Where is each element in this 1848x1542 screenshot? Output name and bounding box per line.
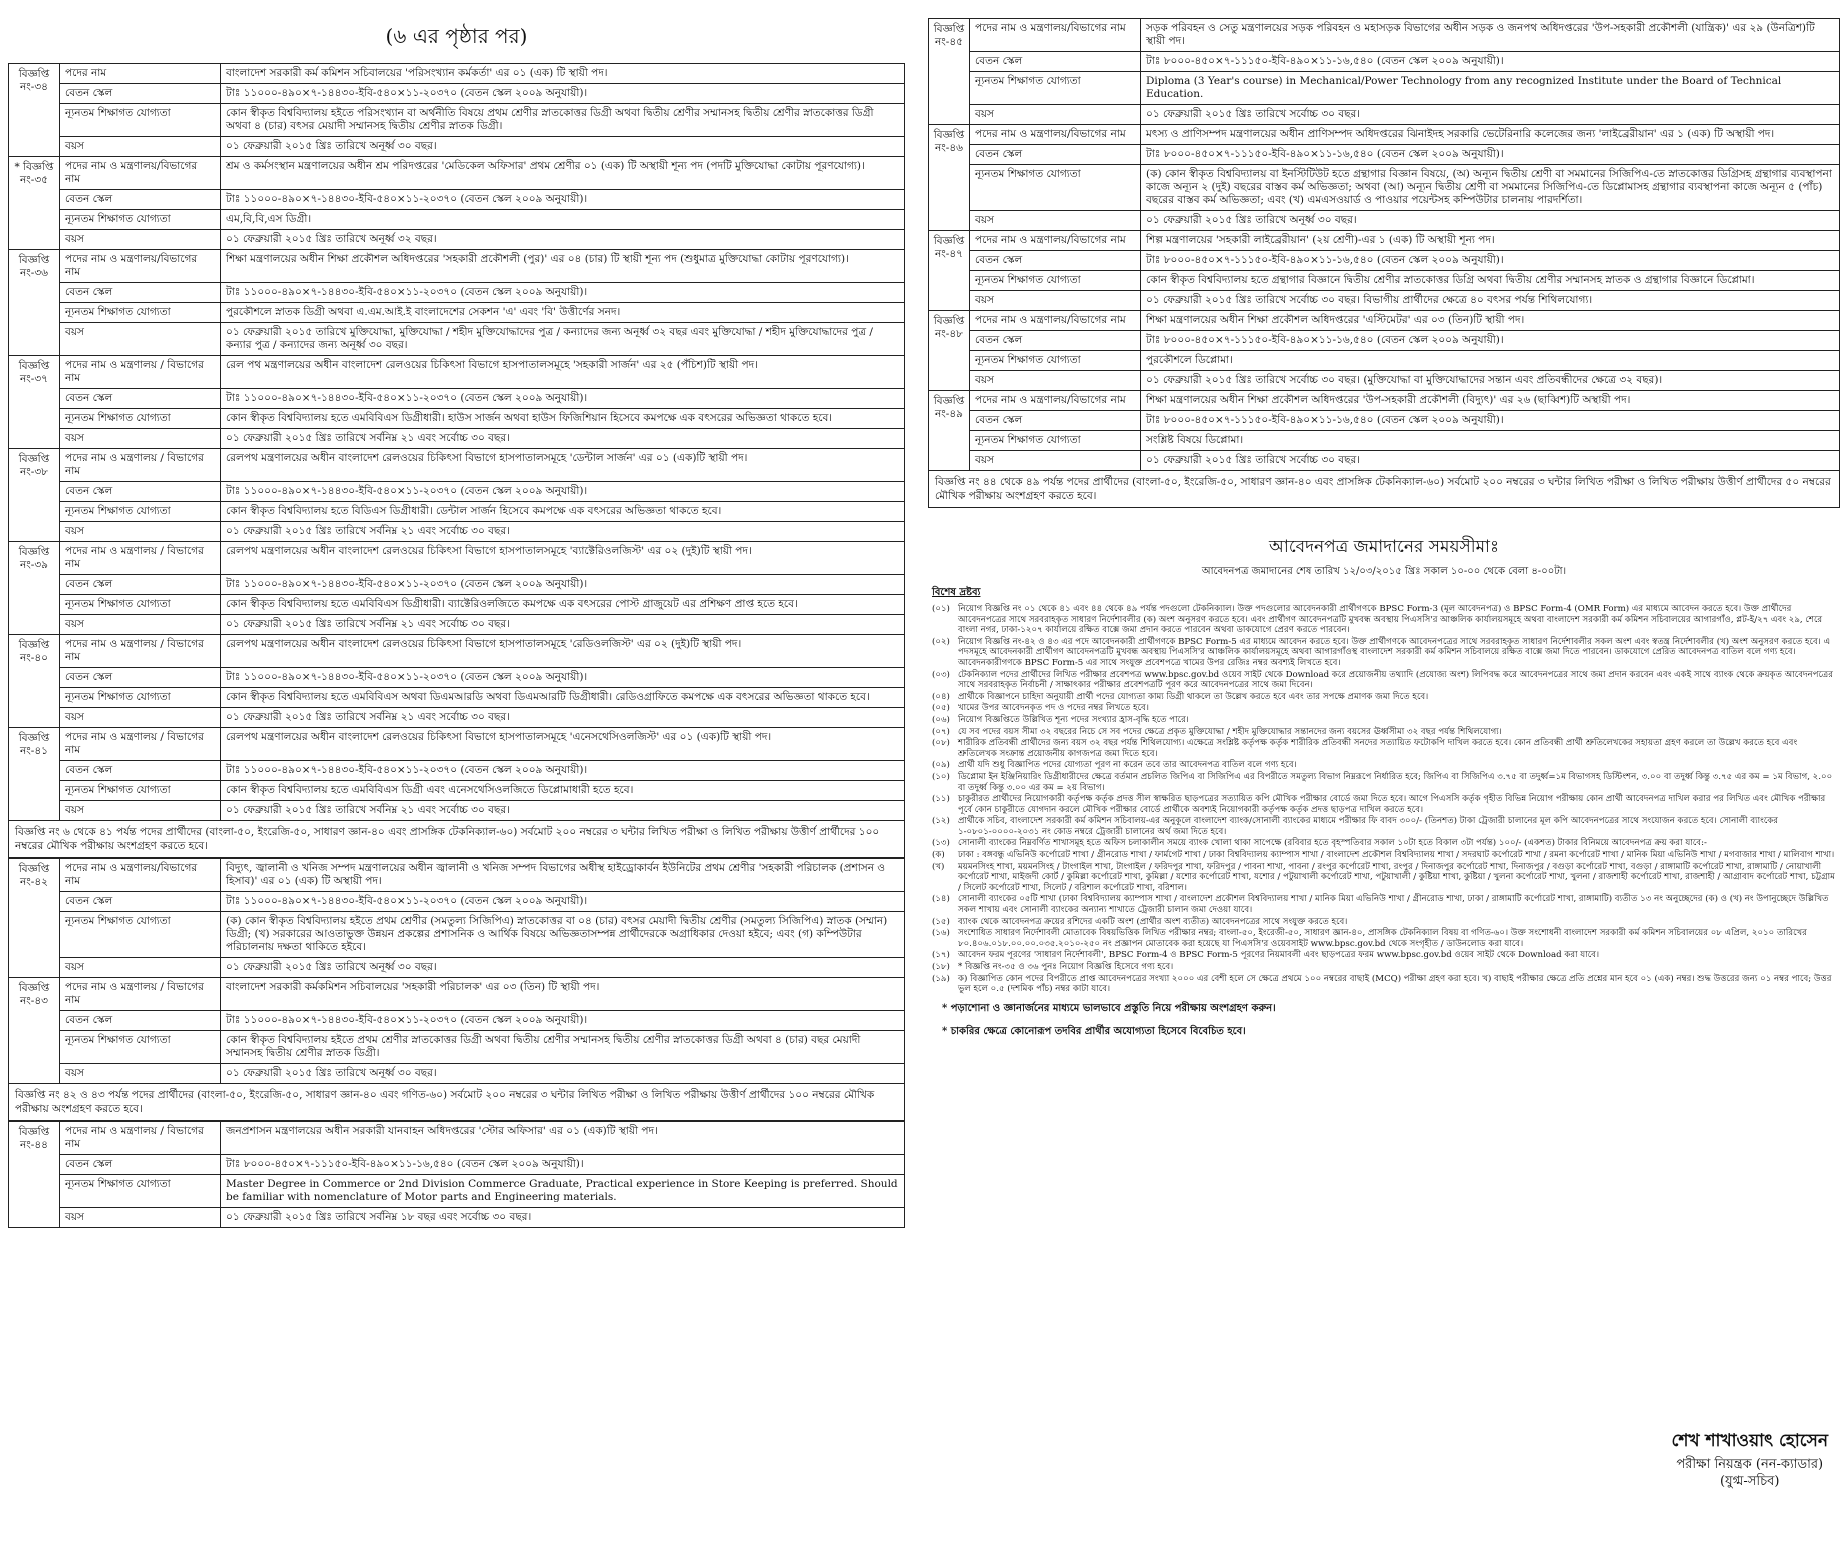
instruction-item [932,962,1836,973]
ad-number: বিজ্ঞপ্তি নং-৪৭ [929,231,970,311]
field-label: পদের নাম ও মন্ত্রণালয় / বিভাগের নাম [60,978,221,1011]
field-label: বেতন স্কেল [60,575,221,595]
field-value: টাঃ ৮০০০-৪৫০×৭-১১১৫০-ইবি-৪৯০×১১-১৬,৫৪০ (বেতন স্কেল ২০০৯ অনুযায়ী)। [1141,251,1840,271]
exam-note-3: বিজ্ঞপ্তি নং ৪৪ থেকে ৪৯ পর্যন্ত পদের প্রার্থীদের (বাংলা-৫০, ইংরেজি-৫০, সাধারণ জ্ঞান-৪০ এবং প্রাসঙ্গিক টেকনিক্যাল-৬০) সর্বমোট ২০০ নম্বরের ৩ ঘন্টার লিখিত পরীক্ষা ও লিখিত পরীক্ষায় উত্তীর্ণ প্রার্থীদের ৫০ নম্বরের মৌখিক পরীক্ষায় অংশগ্রহণ করতে হবে। [928,471,1840,508]
field-value: টাঃ ১১০০০-৪৯০×৭-১৪৪৩০-ইবি-৫৪০×১১-২০৩৭০ (বেতন স্কেল ২০০৯ অনুযায়ী)। [221,389,905,409]
field-value: ০১ ফেব্রুয়ারী ২০১৫ খ্রিঃ তারিখে অনূর্ধ্ব ৩০ বছর। [1141,211,1840,231]
instruction-number: (১২) [932,816,950,827]
instruction-text: খামের উপর আবেদনকৃত পদ ও পদের নম্বর লিখতে হবে। [958,703,1149,714]
ad-row [9,575,905,595]
field-label: পদের নাম ও মন্ত্রণালয় / বিভাগের নাম [60,1122,221,1155]
instruction-number: (০৮) [932,738,950,749]
field-value: এম,বি,বি,এস ডিগ্রী। [221,210,905,230]
ad-number: বিজ্ঞপ্তি নং-৪৬ [929,125,970,231]
ad-row [9,190,905,210]
ads-table-right [928,18,1840,471]
field-label: বয়স [60,137,221,157]
field-value: টাঃ ১১০০০-৪৯০×৭-১৪৪৩০-ইবি-৫৪০×১১-২০৩৭০ (বেতন স্কেল ২০০৯ অনুযায়ী)। [221,1011,905,1031]
ad-row [9,859,905,892]
ad-row [9,104,905,137]
field-label: বয়স [970,371,1141,391]
instruction-text: নিয়োগ বিজ্ঞপ্তি নং ০১ থেকে ৪১ এবং ৪৪ থেকে ৪৯ পর্যন্ত পদগুলো টেকনিক্যাল। উক্ত পদগুলোর আবেদনকারী প্রার্থীগণকে BPSC Form-3 (মূল আবেদনপত্র) ও BPSC Form-4 (OMR Form) এর মাধ্যমে আবেদন করতে হবে। উক্ত প্রার্থীদের আবেদনপত্রের সাথে সরবরাহকৃত সাধারণ নির্দেশাবলীর (ক) অংশ অনুসরণ করতে হবে। এবং প্রার্থীগণ আবেদনপত্রটি মুখবন্ধ অবস্থায় পিএসসি'র আঞ্চলিক কার্যালয়সমূহে অথবা বাংলাদেশ সরকারী কর্ম কমিশন সচিবালয়ের আগারগাঁও, প্লট-ই/২৭ এবং ২৯, শেরে বাংলা নগর, ঢাকা-১২০৭ কার্যালয়ে রক্ষিত বাক্সে জমা প্রদান করতে পারবেন অথবা ডাকযোগে প্রেরণ করতে পারবেন। [958,604,1823,636]
ad-row [9,1122,905,1155]
instruction-text: * বিজ্ঞপ্তি নং-৩৫ ও ৩৬ পুনঃ নিয়োগ বিজ্ঞপ্তি হিসেবে গণ্য হবে। [958,962,1174,972]
field-label: বয়স [60,323,221,356]
ad-row [9,389,905,409]
exam-note-1: বিজ্ঞপ্তি নং ৬ থেকে ৪১ পর্যন্ত পদের প্রার্থীদের (বাংলা-৫০, ইংরেজি-৫০, সাধারণ জ্ঞান-৪০ এবং প্রাসঙ্গিক টেকনিক্যাল-৬০) সর্বমোট ২০০ নম্বরের ৩ ঘন্টার লিখিত পরীক্ষা ও লিখিত পরীক্ষায় উত্তীর্ণ প্রার্থীদের ১০০ নম্বরের মৌখিক পরীক্ষায় অংশগ্রহণ করতে হবে। [8,821,905,858]
instruction-item [932,670,1836,691]
instruction-item [932,604,1836,636]
ad-row [9,250,905,283]
ad-row [9,64,905,84]
instruction-item [932,760,1836,771]
field-label: বেতন স্কেল [60,1155,221,1175]
instruction-number: (০৩) [932,669,950,680]
field-value: ০১ ফেব্রুয়ারী ২০১৫ খ্রিঃ তারিখে সর্বনিম্ন ২১ এবং সর্বোচ্চ ৩০ বছর। [221,708,905,728]
instruction-item [932,738,1836,759]
field-value: কোন স্বীকৃত বিশ্ববিদ্যালয় হতে বিডিএস ডিগ্রীধারী। ডেন্টাল সার্জন হিসেবে কমপক্ষে এক বৎসরের অভিজ্ঞতা থাকতে হবে। [221,502,905,522]
field-label: পদের নাম ও মন্ত্রণালয় / বিভাগের নাম [60,542,221,575]
field-value: টাঃ ১১০০০-৪৯০×৭-১৪৪৩০-ইবি-৫৪০×১১-২০৩৭০ (বেতন স্কেল ২০০৯ অনুযায়ী)। [221,761,905,781]
ad-number: বিজ্ঞপ্তি নং-৪৪ [9,1122,60,1228]
ad-row [9,137,905,157]
ad-row [9,84,905,104]
instruction-text: যে সব পদের বয়স সীমা ৩২ বছরের নিচে সে সব পদের ক্ষেত্রে প্রকৃত মুক্তিযোদ্ধা / শহীদ মুক্তিযোদ্ধার সন্তানদের জন্য বয়সের ঊর্ধ্বসীমা ৩২ বছর পর্যন্ত শিথিলযোগ্য। [958,726,1502,737]
field-value: কোন স্বীকৃত বিশ্ববিদ্যালয় হতে এমবিবিএস ডিগ্রী এবং এনেসথেসিওলজিতে ডিপ্লোমাধারী হতে হবে। [221,781,905,801]
ad-row [9,409,905,429]
field-label: পদের নাম ও মন্ত্রণালয় / বিভাগের নাম [60,356,221,389]
instruction-text: শারীরিক প্রতিবন্ধী প্রার্থীদের জন্য বয়স ৩২ বছর পর্যন্ত শিথিলযোগ্য। এক্ষেত্রে সংশ্লিষ্ট কর্তৃপক্ষ কর্তৃক শারীরিক প্রতিবন্ধী সনদের সত্যায়িত ফটোকপি দাখিল করতে হবে। কোন প্রতিবন্ধী প্রার্থী শ্রুতিলেখকের সহায়তা গ্রহণ করলে তা উল্লেখ করতে হবে এবং শ্রুতিলেখক সংক্রান্ত প্রয়োজনীয় কাগজপত্র জমা দিতে হবে। [958,738,1798,759]
field-value: শ্রম ও কর্মসংস্থান মন্ত্রণালয়ের অধীন শ্রম পরিদপ্তরের 'মেডিকেল অফিসার' প্রথম শ্রেণীর ০১ (এক) টি অস্থায়ী শূন্য পদ (পদটি মুক্তিযোদ্ধা কোটায় পূরণযোগ্য)। [221,157,905,190]
field-value: পুরকৌশলে ডিপ্লোমা। [1141,351,1840,371]
field-value: সড়ক পরিবহন ও সেতু মন্ত্রণালয়ের সড়ক পরিবহন ও মহাসড়ক বিভাগের অধীন সড়ক ও জনপথ অধিদপ্তরের 'উপ-সহকারী প্রকৌশলী (যান্ত্রিক)' এর ২৯ (উনত্রিশ)টি স্থায়ী পদ। [1141,19,1840,52]
ad-row [929,105,1840,125]
instruction-number: (ক) [932,850,945,861]
field-value: টাঃ ১১০০০-৪৯০×৭-১৪৪৩০-ইবি-৫৪০×১১-২০৩৭০ (বেতন স্কেল ২০০৯ অনুযায়ী)। [221,668,905,688]
ad-row [9,1175,905,1208]
field-value: সংশ্লিষ্ট বিষয়ে ডিপ্লোমা। [1141,431,1840,451]
ad-row [9,1031,905,1064]
field-label: বেতন স্কেল [970,251,1141,271]
field-value: ০১ ফেব্রুয়ারী ২০১৫ খ্রিঃ তারিখে সর্বনিম্ন ১৮ বছর এবং সর্বোচ্চ ৩০ বছর। [221,1208,905,1228]
ad-row [9,482,905,502]
ad-row [929,291,1840,311]
field-label: ন্যূনতম শিক্ষাগত যোগ্যতা [60,1175,221,1208]
ad-row [9,1155,905,1175]
ad-row [9,1011,905,1031]
instruction-number: (১৪) [932,894,950,905]
instruction-number: (১৯) [932,973,950,984]
instruction-text: চাকুরীরত প্রার্থীদের নিয়োগকারী কর্তৃপক্ষ কর্তৃক প্রদত্ত সীল স্বাক্ষরিত ছাড়পত্রের সত্যায়িত কপি মৌখিক পরীক্ষার বোর্ডে জমা দিতে হবে। আগে পিএসসি কর্তৃক গৃহীত বিভিন্ন নিয়োগ পরীক্ষায় কোন প্রার্থী আবেদনপত্র দাখিল করার পর লিখিত এবং মৌখিক পরীক্ষার পূর্বে কোন চাকুরীতে যোগদান করলে মৌখিক পরীক্ষার বোর্ডে প্রার্থীকে অবশ্যই নিয়োগকারী কর্তৃপক্ষ কর্তৃক প্রদত্ত ছাড়পত্র দাখিল করতে হবে। [958,794,1826,815]
continued-title: (৬ এর পৃষ্ঠার পর) [385,24,528,48]
ad-number: বিজ্ঞপ্তি নং-৩৯ [9,542,60,635]
field-value: টাঃ ১১০০০-৪৯০×৭-১৪৪৩০-ইবি-৫৪০×১১-২০৩৭০ (বেতন স্কেল ২০০৯ অনুযায়ী)। [221,482,905,502]
ad-row [9,761,905,781]
field-label: বয়স [970,211,1141,231]
ad-row [929,72,1840,105]
field-value: শিক্ষা মন্ত্রণালয়ের অধীন শিক্ষা প্রকৌশল অধিদপ্তরের 'এস্টিমেটর' এর ০৩ (তিন)টি স্থায়ী পদ। [1141,311,1840,331]
field-value: ০১ ফেব্রুয়ারী ২০১৫ খ্রিঃ তারিখে অনূর্ধ্ব ৩০ বছর। [221,1064,905,1084]
field-value: ০১ ফেব্রুয়ারী ২০১৫ খ্রিঃ তারিখে অনূর্ধ্ব ৩০ বছর। [221,137,905,157]
field-value: রেল পথ মন্ত্রণালয়ের অধীন বাংলাদেশ রেলওয়ের চিকিৎসা বিভাগে হাসপাতালসমূহে 'সহকারী সার্জন' এর ২৫ (পঁচিশ)টি স্থায়ী পদ। [221,356,905,389]
instruction-number: (০৬) [932,714,950,725]
left-column [8,18,905,1228]
right-column [928,18,1840,1041]
ad-row [929,211,1840,231]
instruction-text: নিয়োগ বিজ্ঞপ্তি নং-৪২ ও ৪৩ এর পদে আবেদনকারী প্রার্থীগণকে BPSC Form-5 এর মাধ্যমে আবেদন করতে হবে। উক্ত প্রার্থীগণকে আবেদনপত্রের সাথে সরবরাহকৃত সাধারণ নির্দেশাবলীর সকল অংশ এবং স্বতন্ত্র নির্দেশাবলীর (খ) অংশ অনুসরণ করতে হবে। এ পদসমূহে আবেদনকারী প্রার্থীগণ আবেদনপত্রটি মুখবন্ধ অবস্থায় পিএসসি'র আঞ্চলিক কার্যালয়সমূহে অথবা আগারগাঁওস্থ বাংলাদেশ সরকারী কর্ম কমিশন সচিবালয়ে রক্ষিত বাক্সে জমা দিতে পারবেন। ডাকযোগে প্রেরিত আবেদনপত্র বাতিল বলে গণ্য হবে। আবেদনকারীগণকে BPSC Form-5 এর সাথে সংযুক্ত প্রবেশপত্রে খামের উপর রেজিঃ নম্বর অবশ্যই লিখতে হবে। [958,636,1831,668]
instruction-text: আবেদন ফরম পূরণের 'সাধারণ নির্দেশাবলী', BPSC Form-4 ও BPSC Form-5 পূরণের নিয়মাবলী এবং ছাড়পত্রের ফরম www.bpsc.gov.bd ওয়েব সাইট থেকে Download করা যাবে। [958,950,1600,961]
instruction-number: (১৭) [932,950,950,961]
field-value: কোন স্বীকৃত বিশ্ববিদ্যালয় হইতে পরিসংখ্যান বা অর্থনীতি বিষয়ে প্রথম শ্রেণীর স্নাতকোত্তর ডিগ্রী অথবা দ্বিতীয় শ্রেণীর সম্মানসহ দ্বিতীয় শ্রেণীর স্নাতকোত্তর ডিগ্রী অথবা ৪ (চার) বৎসর মেয়াদী সম্মানসহ দ্বিতীয় শ্রেণীর স্নাতক ডিগ্রী। [221,104,905,137]
field-label: পদের নাম ও মন্ত্রণালয়/বিভাগের নাম [60,250,221,283]
field-label: পদের নাম ও মন্ত্রণালয়/বিভাগের নাম [60,157,221,190]
deadline-title: আবেদনপত্র জমাদানের সময়সীমাঃ [1268,537,1500,557]
field-value: টাঃ ১১০০০-৪৯০×৭-১৪৪৩০-ইবি-৫৪০×১১-২০৩৭০ (বেতন স্কেল ২০০৯ অনুযায়ী)। [221,283,905,303]
ad-row [929,165,1840,211]
field-value: কোন স্বীকৃত বিশ্ববিদ্যালয় হতে এমবিবিএস অথবা ডিএমআরডি অথবা ডিএমআরটি ডিগ্রীধারী। রেডিওগ্রাফিতে কমপক্ষে এক বৎসরের অভিজ্ঞতা থাকতে হবে। [221,688,905,708]
field-value: টাঃ ৮০০০-৪৫০×৭-১১১৫০-ইবি-৪৯০×১১-১৬,৫৪০ (বেতন স্কেল ২০০৯ অনুযায়ী)। [1141,411,1840,431]
field-value: বাংলাদেশ সরকারী কর্মকমিশন সচিবালয়ের 'সহকারী পরিচালক' এর ০৩ (তিন) টি স্থায়ী পদ। [221,978,905,1011]
instruction-item [932,637,1836,669]
ad-number: বিজ্ঞপ্তি নং-৩৭ [9,356,60,449]
ad-row [929,231,1840,251]
field-label: বয়স [60,522,221,542]
field-value: ০১ ফেব্রুয়ারী ২০১৫ খ্রিঃ তারিখে অনূর্ধ্ব ৩০ বছর। [221,958,905,978]
instruction-item [932,715,1836,726]
instruction-text: টেকনিক্যাল পদের প্রার্থীদের লিখিত পরীক্ষার প্রবেশপত্র www.bpsc.gov.bd ওয়েব সাইট থেকে Download করে প্রয়োজনীয় তথ্যাদি (প্রযোজ্য অংশ) লিপিবদ্ধ করে আবেদনপত্রের সাথে জমা প্রদান করবেন এবং একই সাথে ব্যাংক থেকে ক্রয়কৃত আবেদনপত্রের সাথে সরবরাহকৃত নির্বাচনী / সাক্ষাৎকার পরীক্ষার প্রবেশপত্রটি পূরণ করে আবেদনপত্রের সাথে জমা দিবেন। [958,669,1833,691]
field-value: টাঃ ৮০০০-৪৫০×৭-১১১৫০-ইবি-৪৯০×১১-১৬,৫৪০ (বেতন স্কেল ২০০৯ অনুযায়ী)। [1141,331,1840,351]
ad-row [929,19,1840,52]
ad-number: বিজ্ঞপ্তি নং-৪৩ [9,978,60,1084]
field-value: বিদ্যুৎ, জ্বালানী ও খনিজ সম্পদ মন্ত্রণালয়ের অধীন জ্বালানী ও খনিজ সম্পদ বিভাগের অধীস্থ হাইড্রোকার্বন ইউনিটের প্রথম শ্রেণীর 'সহকারী পরিচালক (প্রশাসন ও হিসাব)' এর ০১ (এক) টি অস্থায়ী পদ। [221,859,905,892]
field-value: Master Degree in Commerce or 2nd Division Commerce Graduate, Practical experience in Store Keeping is preferred. Should be familiar with nomenclature of Motor parts and Engineering materials. [221,1175,905,1208]
field-label: ন্যূনতম শিক্ষাগত যোগ্যতা [60,688,221,708]
field-label: বেতন স্কেল [970,331,1141,351]
field-label: বয়স [60,615,221,635]
ad-row [9,978,905,1011]
field-label: ন্যূনতম শিক্ষাগত যোগ্যতা [60,104,221,137]
ad-row [9,502,905,522]
instruction-number: (১১) [932,794,950,805]
field-value: ০১ ফেব্রুয়ারী ২০১৫ খ্রিঃ তারিখে সর্বোচ্চ ৩০ বছর। [1141,105,1840,125]
field-label: বেতন স্কেল [60,1011,221,1031]
instruction-number: (০৪) [932,691,950,702]
field-value: টাঃ ১১০০০-৪৯০×৭-১৪৪৩০-ইবি-৫৪০×১১-২০৩৭০ (বেতন স্কেল ২০০৯ অনুযায়ী)। [221,84,905,104]
instruction-number: (১০) [932,771,950,782]
ad-row [929,125,1840,145]
field-label: পদের নাম ও মন্ত্রণালয়/বিভাগের নাম [970,231,1141,251]
instruction-text: সোনালী ব্যাংকের নিম্নবর্ণিত শাখাসমূহ হতে অফিস চলাকালীন সময়ে ব্যাংক খোলা থাকা সাপেক্ষে (রবিবার হতে বৃহস্পতিবার সকাল ১০টা হতে বিকাল ৩টা পর্যন্ত) ১০০/- (একশত) টাকার বিনিময়ে আবেদনপত্র ক্রয় করা যাবে:- [958,838,1707,849]
field-value: ০১ ফেব্রুয়ারী ২০১৫ খ্রিঃ তারিখে সর্বনিম্ন ২১ এবং সর্বোচ্চ ৩০ বছর। [221,522,905,542]
instruction-text: প্রার্থী যদি শুধু বিজ্ঞাপিত পদের যোগ্যতা পূরণ না করেন তবে তার আবেদনপত্র বাতিল বলে গণ্য হবে। [958,760,1297,771]
field-value: ০১ ফেব্রুয়ারী ২০১৫ খ্রিঃ তারিখে সর্বোচ্চ ৩০ বছর। [1141,451,1840,471]
signatory-designation: পরীক্ষা নিয়ন্ত্রক (নন-ক্যাডার) [1676,1457,1824,1472]
deadline-subtitle: আবেদনপত্র জমাদানের শেষ তারিখ ১২/০৩/২০১৫ খ্রিঃ সকাল ১০-০০ থেকে বেলা ৪-০০টা। [1201,566,1567,577]
field-label: ন্যূনতম শিক্ষাগত যোগ্যতা [970,165,1141,211]
field-label: বয়স [60,708,221,728]
field-label: ন্যূনতম শিক্ষাগত যোগ্যতা [60,502,221,522]
instruction-text: ঢাকা : বঙ্গবন্ধু এভিনিউ কর্পোরেট শাখা / গ্রীনরোড শাখা / ফার্মগেট শাখা / ঢাকা বিশ্ববিদ্যালয় ক্যাম্পাস শাখা / বাংলাদেশ প্রকৌশল বিশ্ববিদ্যালয় শাখা / সদরঘাট কর্পোরেট শাখা / রমনা কর্পোরেট শাখা / মানিক মিয়া এভিনিউ শাখা / মগবাজার শাখা / মালিবাগ শাখা। [958,850,1835,861]
field-label: পদের নাম ও মন্ত্রণালয়/বিভাগের নাম [970,391,1141,411]
instruction-item [932,974,1836,995]
field-value: কোন স্বীকৃত বিশ্ববিদ্যালয় হতে এমবিবিএস ডিগ্রীধারী। হাউস সার্জন অথবা হাউস ফিজিশিয়ান হিসেবে কমপক্ষে এক বৎসরের অভিজ্ঞতা থাকতে হবে। [221,409,905,429]
field-label: ন্যূনতম শিক্ষাগত যোগ্যতা [60,409,221,429]
field-value: ০১ ফেব্রুয়ারী ২০১৫ খ্রিঃ তারিখে অনূর্ধ্ব ৩২ বছর। [221,230,905,250]
field-value: শিক্ষা মন্ত্রণালয়ের অধীন শিক্ষা প্রকৌশল অধিদপ্তরের 'উপ-সহকারী প্রকৌশলী (বিদ্যুৎ)' এর ২৬ (ছাব্বিশ)টি অস্থায়ী পদ। [1141,391,1840,411]
field-value: রেলপথ মন্ত্রণালয়ের অধীন বাংলাদেশ রেলওয়ের চিকিৎসা বিভাগে হাসপাতালসমূহে 'এনেসথেসিওলজিস্ট' এর ০১ (এক)টি স্থায়ী পদ। [221,728,905,761]
field-value: কোন স্বীকৃত বিশ্ববিদ্যালয় হতে এমবিবিএস ডিগ্রীধারী। ব্যাক্টেরিওলজিতে কমপক্ষে এক বৎসরের পোস্ট গ্রাজুয়েট এর প্রশিক্ষণ প্রাপ্ত হতে হবে। [221,595,905,615]
ad-row [9,449,905,482]
field-label: ন্যূনতম শিক্ষাগত যোগ্যতা [970,271,1141,291]
field-value: পুরকৌশলে স্নাতক ডিগ্রী অথবা এ.এম.আই.ই বাংলাদেশের সেকশন 'এ' এবং 'বি' উত্তীর্ণের সনদ। [221,303,905,323]
ad-row [9,892,905,912]
ad-row [9,708,905,728]
field-value: টাঃ ৮০০০-৪৫০×৭-১১১৫০-ইবি-৪৯০×১১-১৬,৫৪০ (বেতন স্কেল ২০০৯ অনুযায়ী)। [1141,52,1840,72]
ad-number: বিজ্ঞপ্তি নং-৪০ [9,635,60,728]
instruction-number: (১৫) [932,916,950,927]
instruction-text: সোনালী ব্যাংকের ০৫টি শাখা (ঢাকা বিশ্ববিদ্যালয় ক্যাম্পাস শাখা / বাংলাদেশ প্রকৌশল বিশ্ববিদ্যালয় শাখা / মানিক মিয়া এভিনিউ শাখা / গ্রীনরোড শাখা, ঢাকা / রাঙ্গামাটি কর্পোরেট শাখা, রাঙ্গামাটি) ব্যতীত ১৩ নং অনুচ্ছেদের (ক) ও (খ) নং উপানুচ্ছেদে উল্লিখিত সকল শাখায় এবং সোনালী ব্যাংকের অন্যান্য শাখাতে ট্রেজারী চালান জমা দেওয়া যাবে। [958,894,1829,916]
ad-number: বিজ্ঞপ্তি নং-৪১ [9,728,60,821]
instruction-number: (০৭) [932,726,950,737]
instruction-item [932,794,1836,815]
field-value: টাঃ ১১০০০-৪৯০×৭-১৪৪৩০-ইবি-৫৪০×১১-২০৩৭০ (বেতন স্কেল ২০০৯ অনুযায়ী)। [221,575,905,595]
field-value: রেলপথ মন্ত্রণালয়ের অধীন বাংলাদেশ রেলওয়ের চিকিৎসা বিভাগে হাসপাতালসমূহে 'ব্যাক্টেরিওলজিস্ট' এর ০২ (দুই)টি স্থায়ী পদ। [221,542,905,575]
ad-row [929,331,1840,351]
ad-row [9,283,905,303]
instruction-item [932,850,1836,861]
instruction-item [932,928,1836,949]
field-label: বয়স [60,801,221,821]
ad-number: বিজ্ঞপ্তি নং-৪২ [9,859,60,978]
signature-block [1671,1428,1828,1490]
ad-row [9,1208,905,1228]
exam-note-2: বিজ্ঞপ্তি নং ৪২ ও ৪৩ পর্যন্ত পদের প্রার্থীদের (বাংলা-৫০, ইংরেজি-৫০, সাধারণ জ্ঞান-৪০ এবং গণিত-৬০) সর্বমোট ২০০ নম্বরের ৩ ঘন্টার লিখিত পরীক্ষা ও লিখিত পরীক্ষায় উত্তীর্ণ প্রার্থীদের ১০০ নম্বরের মৌখিক পরীক্ষায় অংশগ্রহণ করতে হবে। [8,1084,905,1121]
field-label: বেতন স্কেল [60,389,221,409]
field-label: বয়স [60,230,221,250]
field-value: ০১ ফেব্রুয়ারী ২০১৫ খ্রিঃ তারিখে সর্বনিম্ন ২১ এবং সর্বোচ্চ ৩০ বছর। [221,615,905,635]
instruction-number: (০১) [932,604,950,614]
field-label: বেতন স্কেল [60,84,221,104]
ads-table-left-2 [8,858,905,1084]
ad-number: বিজ্ঞপ্তি নং-৪৮ [929,311,970,391]
ad-number: বিজ্ঞপ্তি নং-৩৮ [9,449,60,542]
instruction-item [932,950,1836,961]
ad-row [9,323,905,356]
instruction-list [928,604,1840,995]
ad-row [9,356,905,389]
field-label: বয়স [60,1064,221,1084]
ad-row [929,311,1840,331]
field-value: কোন স্বীকৃত বিশ্ববিদ্যালয় হইতে প্রথম শ্রেণীর স্নাতকোত্তর ডিগ্রী অথবা দ্বিতীয় শ্রেণীর সম্মানসহ দ্বিতীয় শ্রেণীর স্নাতকোত্তর ডিগ্রী অথবা ৪ (চার) বছর মেয়াদী সম্মানসহ দ্বিতীয় শ্রেণীর স্নাতক ডিগ্রী। [221,1031,905,1064]
instruction-number: (০৫) [932,703,950,714]
field-value: রেলপথ মন্ত্রণালয়ের অধীন বাংলাদেশ রেলওয়ের চিকিৎসা বিভাগে হাসপাতালসমূহে 'রেডিওলজিস্ট' এর ০২ (দুই)টি স্থায়ী পদ। [221,635,905,668]
instruction-item [932,862,1836,894]
field-label: ন্যূনতম শিক্ষাগত যোগ্যতা [970,72,1141,105]
field-label: পদের নাম [60,64,221,84]
field-label: বয়স [60,429,221,449]
ad-row [929,431,1840,451]
ad-row [9,303,905,323]
field-value: কোন স্বীকৃত বিশ্ববিদ্যালয় হতে গ্রন্থাগার বিজ্ঞানে দ্বিতীয় শ্রেণীর স্নাতকোত্তর ডিগ্রি অথবা দ্বিতীয় শ্রেণীর সম্মানসহ স্নাতক ও গ্রন্থাগার বিজ্ঞানে ডিপ্লোমা। [1141,271,1840,291]
ad-row [9,429,905,449]
field-label: বেতন স্কেল [970,52,1141,72]
instruction-text: ময়মনসিংহ শাখা, ময়মনসিংহ / টাংগাইল শাখা, টাংগাইল / ফরিদপুর শাখা, ফরিদপুর / পাবনা শাখা, পাবনা / রংপুর কর্পোরেট শাখা, রংপুর / দিনাজপুর কর্পোরেট শাখা, দিনাজপুর / বগুড়া কর্পোরেট শাখা, বগুড়া / রাঙ্গামাটি কর্পোরেট শাখা, রাঙ্গামাটি / নোয়াখালী কর্পোরেট শাখা, মাইজদী কোর্ট / কুমিল্লা কর্পোরেট শাখা, কুমিল্লা / যশোর কর্পোরেট শাখা, যশোর / পটুয়াখালী কর্পোরেট শাখা, পটুয়াখালী / কুষ্টিয়া শাখা, কুষ্টিয়া / খুলনা কর্পোরেট শাখা, খুলনা / রাজশাহী কর্পোরেট শাখা, রাজশাহী / আগ্রাবাদ কর্পোরেট শাখা, চট্টগ্রাম / সিলেট কর্পোরেট শাখা, সিলেট / বরিশাল কর্পোরেট শাখা, বরিশাল। [958,861,1835,893]
ad-number: * বিজ্ঞপ্তি নং-৩৫ [9,157,60,250]
ad-row [9,157,905,190]
field-label: বয়স [970,105,1141,125]
field-label: ন্যূনতম শিক্ষাগত যোগ্যতা [60,781,221,801]
instruction-number: (০৯) [932,760,950,771]
ad-row [9,912,905,958]
field-label: বেতন স্কেল [60,668,221,688]
ad-row [9,801,905,821]
ad-number: বিজ্ঞপ্তি নং-৪৯ [929,391,970,471]
field-label: পদের নাম ও মন্ত্রণালয়/বিভাগের নাম [970,311,1141,331]
field-label: বয়স [60,1208,221,1228]
ad-row [929,251,1840,271]
field-label: ন্যূনতম শিক্ষাগত যোগ্যতা [60,912,221,958]
ad-row [929,351,1840,371]
field-value: (ক) কোন স্বীকৃত বিশ্ববিদ্যালয় হইতে প্রথম শ্রেণীর (সমতুল্য সিজিপিএ) স্নাতকোত্তর বা ০৪ (চার) বৎসর মেয়াদী দ্বিতীয় শ্রেণীর (সমতুল্য সিজিপিএ) স্নাতক (সম্মান) ডিগ্রী; (খ) সরকারের আওতাভুক্ত উন্নয়ন প্রকল্পের প্রশাসনিক ও আর্থিক বিষয়ে অভিজ্ঞতাসম্পন্ন প্রার্থীদেরকে অগ্রাধিকার দেওয়া হইবে; এবং (গ) কম্পিউটার পরিচালনায় দক্ষতা থাকিতে হইবে। [221,912,905,958]
instruction-text: নিয়োগ বিজ্ঞপ্তিতে উল্লিখিত শূন্য পদের সংখ্যার হ্রাস-বৃদ্ধি হতে পারে। [958,714,1189,725]
field-label: বেতন স্কেল [970,145,1141,165]
ads-table-left-3 [8,1121,905,1228]
field-label: পদের নাম ও মন্ত্রণালয়/বিভাগের নাম [970,125,1141,145]
field-value: বাংলাদেশ সরকারী কর্ম কমিশন সচিবালয়ের 'পরিসংখ্যান কর্মকর্তা' এর ০১ (এক) টি স্থায়ী পদ। [221,64,905,84]
field-label: ন্যূনতম শিক্ষাগত যোগ্যতা [60,1031,221,1064]
instruction-number: (খ) [932,861,945,872]
field-label: বয়স [60,958,221,978]
field-value: টাঃ ৮০০০-৪৫০×৭-১১১৫০-ইবি-৪৯০×১১-১৬,৫৪০ (বেতন স্কেল ২০০৯ অনুযায়ী)। [221,1155,905,1175]
ad-row [929,391,1840,411]
instruction-item [932,894,1836,915]
closing-note-1: * পড়াশোনা ও জ্ঞানার্জনের মাধ্যমে ভালভাবে প্রস্তুতি নিয়ে পরীক্ষায় অংশগ্রহণ করুন। [942,1002,1276,1014]
field-label: ন্যূনতম শিক্ষাগত যোগ্যতা [970,351,1141,371]
field-value: ০১ ফেব্রুয়ারী ২০১৫ খ্রিঃ তারিখে সর্বনিম্ন ২১ এবং সর্বোচ্চ ৩০ বছর। [221,429,905,449]
ad-row [9,522,905,542]
field-value: রেলপথ মন্ত্রণালয়ের অধীন বাংলাদেশ রেলওয়ের চিকিৎসা বিভাগে হাসপাতালসমূহে 'ডেন্টাল সার্জন' এর ০১ (এক)টি স্থায়ী পদ। [221,449,905,482]
field-value: শিক্ষা মন্ত্রণালয়ের অধীন শিক্ষা প্রকৌশল অধিদপ্তরের 'সহকারী প্রকৌশলী (পুর)' এর ০৪ (চার) টি স্থায়ী শূন্য পদ (শুধুমাত্র মুক্তিযোদ্ধা কোটায় পূরণযোগ্য)। [221,250,905,283]
instruction-text: সংশোধিত সাধারণ নির্দেশাবলী মোতাবেক বিষয়ভিত্তিক লিখিত পরীক্ষার নম্বর; বাংলা-৫০, ইংরেজী-৫০, সাধারণ জ্ঞান-৪০, প্রাসঙ্গিক টেকনিক্যাল বিষয় বা গণিত-৬০। উক্ত সংশোধনী বাংলাদেশ সরকারী কর্ম কমিশন সচিবালয়ের ০৮ এপ্রিল, ২০১০ তারিখের ৮০.৪০৬.০১৮.০০.০০.০৩৫.২০১০-২৫০ নং প্রজ্ঞাপন মোতাবেক করা হয়েছে যা পিএসসি'র ওয়েবসাইট www.bpsc.gov.bd থেকে সংগৃহীত / ডাউনলোড করা যাবে। [958,928,1807,949]
instruction-text: ক) বিজ্ঞাপিত কোন পদের বিপরীতে প্রাপ্ত আবেদনপত্রের সংখ্যা ২০০০ এর বেশী হলে সে ক্ষেত্রে প্রথমে ১০০ নম্বরের বাছাই (MCQ) পরীক্ষা গ্রহণ করা হবে। খ) বাছাই পরীক্ষার ক্ষেত্রে প্রতি প্রশ্নের মান হবে ০১ (এক) নম্বর। শুদ্ধ উত্তরের জন্য ০১ নম্বর পাবে; উত্তর ভুল হলে ০.৫ (দশমিক পাঁচ) নম্বর কাটা যাবে। [958,973,1832,995]
field-value: ০১ ফেব্রুয়ারী ২০১৫ তারিখে মুক্তিযোদ্ধা, মুক্তিযোদ্ধা / শহীদ মুক্তিযোদ্ধাদের পুত্র / কন্যাদের জন্য অনূর্ধ্ব ৩২ বছর এবং মুক্তিযোদ্ধা / শহীদ মুক্তিযোদ্ধাদের পুত্র / কন্যার পুত্র / কন্যাদের জন্য অনূর্ধ্ব ৩০ বছর। [221,323,905,356]
ad-row [929,451,1840,471]
field-value: (ক) কোন স্বীকৃত বিশ্ববিদ্যালয় বা ইনস্টিটিউট হতে গ্রন্থাগার বিজ্ঞান বিষয়ে, (অ) অন্যূন দ্বিতীয় শ্রেণী বা সমমানের সিজিপিএ-তে স্নাতকোত্তর ডিগ্রিসহ গ্রন্থাগার ব্যবস্থাপনা কাজে অন্যূন ২ (দুই) বছরের বাস্তব কর্ম অভিজ্ঞতা; অথবা (আ) অন্যূন দ্বিতীয় শ্রেণী বা সমমানের সিজিপিএ-তে ডিপ্লোমাসহ গ্রন্থাগার ব্যবস্থাপনা কাজে অন্যূন ৫ (পাঁচ) বছরের বাস্তব কর্ম অভিজ্ঞতা; এবং (খ) এমএসওয়ার্ড ও পাওয়ার পয়েন্টসহ কম্পিউটার চালনায় পারদর্শিতা। [1141,165,1840,211]
instruction-item [932,816,1836,837]
field-value: টাঃ ১১০০০-৪৯০×৭-১৪৪৩০-ইবি-৫৪০×১১-২০৩৭০ (বেতন স্কেল ২০০৯ অনুযায়ী)। [221,892,905,912]
ad-row [9,688,905,708]
ad-row [9,210,905,230]
field-value: জনপ্রশাসন মন্ত্রণালয়ের অধীন সরকারী যানবাহন অধিদপ্তরের 'স্টোর অফিসার' এর ০১ (এক)টি স্থায়ী পদ। [221,1122,905,1155]
ad-row [9,595,905,615]
ad-row [929,411,1840,431]
signatory-rank: (যুগ্ম-সচিব) [1720,1474,1780,1489]
closing-note-2: * চাকরির ক্ষেত্রে কোনোরূপ তদবির প্রার্থীর অযোগ্যতা হিসেবে বিবেচিত হবে। [942,1025,1246,1037]
instruction-number: (১৩) [932,838,950,849]
field-label: পদের নাম ও মন্ত্রণালয়/বিভাগের নাম [60,859,221,892]
ad-row [929,371,1840,391]
field-label: বেতন স্কেল [60,283,221,303]
instruction-text: প্রার্থীকে বিজ্ঞাপনে চাহিদা অনুযায়ী প্রার্থী পদের যোগ্যতা কাম্য ডিগ্রী থাকলে তা উল্লেখ করতে হবে এবং তার সপক্ষে প্রমাণক জমা দিতে হবে। [958,691,1429,702]
special-note-heading: বিশেষ দ্রষ্টব্য [932,587,981,598]
ad-row [9,1064,905,1084]
ad-number: বিজ্ঞপ্তি নং-৪৫ [929,19,970,125]
field-value: শিল্প মন্ত্রণালয়ের 'সহকারী লাইব্রেরীয়ান' (২য় শ্রেণী)-এর ১ (এক) টি অস্থায়ী শূন্য পদ। [1141,231,1840,251]
field-label: ন্যূনতম শিক্ষাগত যোগ্যতা [60,210,221,230]
field-label: পদের নাম ও মন্ত্রণালয় / বিভাগের নাম [60,635,221,668]
ad-row [9,781,905,801]
instruction-item [932,703,1836,714]
instruction-text: ব্যাংক থেকে আবেদনপত্র ক্রয়ের রশিদের একটি অংশ (প্রার্থীর অংশ ব্যতীত) আবেদনপত্রের সাথে সংযুক্ত করতে হবে। [958,916,1348,927]
ad-number: বিজ্ঞপ্তি নং-৩৬ [9,250,60,356]
field-label: বেতন স্কেল [970,411,1141,431]
field-value: ০১ ফেব্রুয়ারী ২০১৫ খ্রিঃ তারিখে সর্বোচ্চ ৩০ বছর। (মুক্তিযোদ্ধা বা মুক্তিযোদ্ধাদের সন্তান এবং প্রতিবন্ধীদের ক্ষেত্রে ৩২ বছর)। [1141,371,1840,391]
field-label: পদের নাম ও মন্ত্রণালয় / বিভাগের নাম [60,449,221,482]
field-label: বেতন স্কেল [60,761,221,781]
ad-row [929,145,1840,165]
instruction-item [932,692,1836,703]
ad-row [929,271,1840,291]
field-label: বেতন স্কেল [60,190,221,210]
instruction-text: ডিপ্লোমা ইন ইঞ্জিনিয়ারিং ডিগ্রীধারীদের ক্ষেত্রে বর্তমান প্রচলিত জিপিএ বা সিজিপিএ এর বিপরীতে সমতুল্য বিভাগ নিম্নরূপে নির্ধারিত হবে; জিপিএ বা সিজিপিএ ৩.৭৫ বা তদুর্ধ্ব=১ম বিভাগসহ ডিস্টিংশন, ৩.০০ বা তদুর্ধ্ব কিন্তু ৩.৭৫ এর কম = ১ম বিভাগ, ২.০০ বা তদুর্ধ্ব কিন্তু ৩.০০ এর কম = ২য় বিভাগ। [958,771,1833,793]
field-label: পদের নাম ও মন্ত্রণালয় / বিভাগের নাম [60,728,221,761]
field-label: বেতন স্কেল [60,482,221,502]
field-label: বেতন স্কেল [60,892,221,912]
field-label: ন্যূনতম শিক্ষাগত যোগ্যতা [60,595,221,615]
field-value: Diploma (3 Year's course) in Mechanical/Power Technology from any recognized Institute under the Board of Technical Education. [1141,72,1840,105]
ad-row [9,542,905,575]
instruction-item [932,772,1836,793]
ads-table-left-1 [8,63,905,821]
instruction-number: (০২) [932,636,950,647]
ad-number: বিজ্ঞপ্তি নং-৩৪ [9,64,60,157]
instruction-number: (১৬) [932,928,950,939]
instruction-item [932,917,1836,928]
ad-row [9,728,905,761]
ad-row [9,668,905,688]
ad-row [9,958,905,978]
field-label: বয়স [970,291,1141,311]
field-label: বয়স [970,451,1141,471]
field-label: পদের নাম ও মন্ত্রণালয়/বিভাগের নাম [970,19,1141,52]
field-label: ন্যূনতম শিক্ষাগত যোগ্যতা [60,303,221,323]
instruction-item [932,727,1836,738]
field-label: ন্যূনতম শিক্ষাগত যোগ্যতা [970,431,1141,451]
signatory-name: শেখ শাখাওয়াৎ হোসেন [1671,1431,1828,1451]
ad-row [9,230,905,250]
field-value: ০১ ফেব্রুয়ারী ২০১৫ খ্রিঃ তারিখে সর্বোচ্চ ৩০ বছর। বিভাগীয় প্রার্থীদের ক্ষেত্রে ৪০ বৎসর পর্যন্ত শিথিলযোগ্য। [1141,291,1840,311]
field-value: টাঃ ১১০০০-৪৯০×৭-১৪৪৩০-ইবি-৫৪০×১১-২০৩৭০ (বেতন স্কেল ২০০৯ অনুযায়ী)। [221,190,905,210]
field-value: টাঃ ৮০০০-৪৫০×৭-১১১৫০-ইবি-৪৯০×১১-১৬,৫৪০ (বেতন স্কেল ২০০৯ অনুযায়ী)। [1141,145,1840,165]
instruction-item [932,838,1836,849]
instruction-number: (১৮) [932,962,950,972]
ad-row [9,635,905,668]
field-value: মৎস্য ও প্রাণিসম্পদ মন্ত্রণালয়ের অধীন প্রাণিসম্পদ অধিদপ্তরের ঝিনাইদহ সরকারি ভেটেরিনারি কলেজের জন্য 'লাইব্রেরীয়ান' এর ১ (এক) টি অস্থায়ী পদ। [1141,125,1840,145]
ad-row [929,52,1840,72]
ad-row [9,615,905,635]
instruction-text: প্রার্থীকে সচিব, বাংলাদেশ সরকারী কর্ম কমিশন সচিবালয়-এর অনুকূলে বাংলাদেশ ব্যাংক/সোনালী ব্যাংকের মাধ্যমে পরীক্ষার ফি বাবদ ৩০০/- (তিনশত) টাকা ট্রেজারী চালানের মূল কপি আবেদনপত্রের সাথে সংযোজন করতে হবে। সোনালী ব্যাংকের ১-০৮০১-০০০০-২০৩১ নং কোড নম্বরে ট্রেজারী চালানের অর্থ জমা দিতে হবে। [958,816,1779,837]
field-value: ০১ ফেব্রুয়ারী ২০১৫ খ্রিঃ তারিখে সর্বনিম্ন ২১ এবং সর্বোচ্চ ৩০ বছর। [221,801,905,821]
